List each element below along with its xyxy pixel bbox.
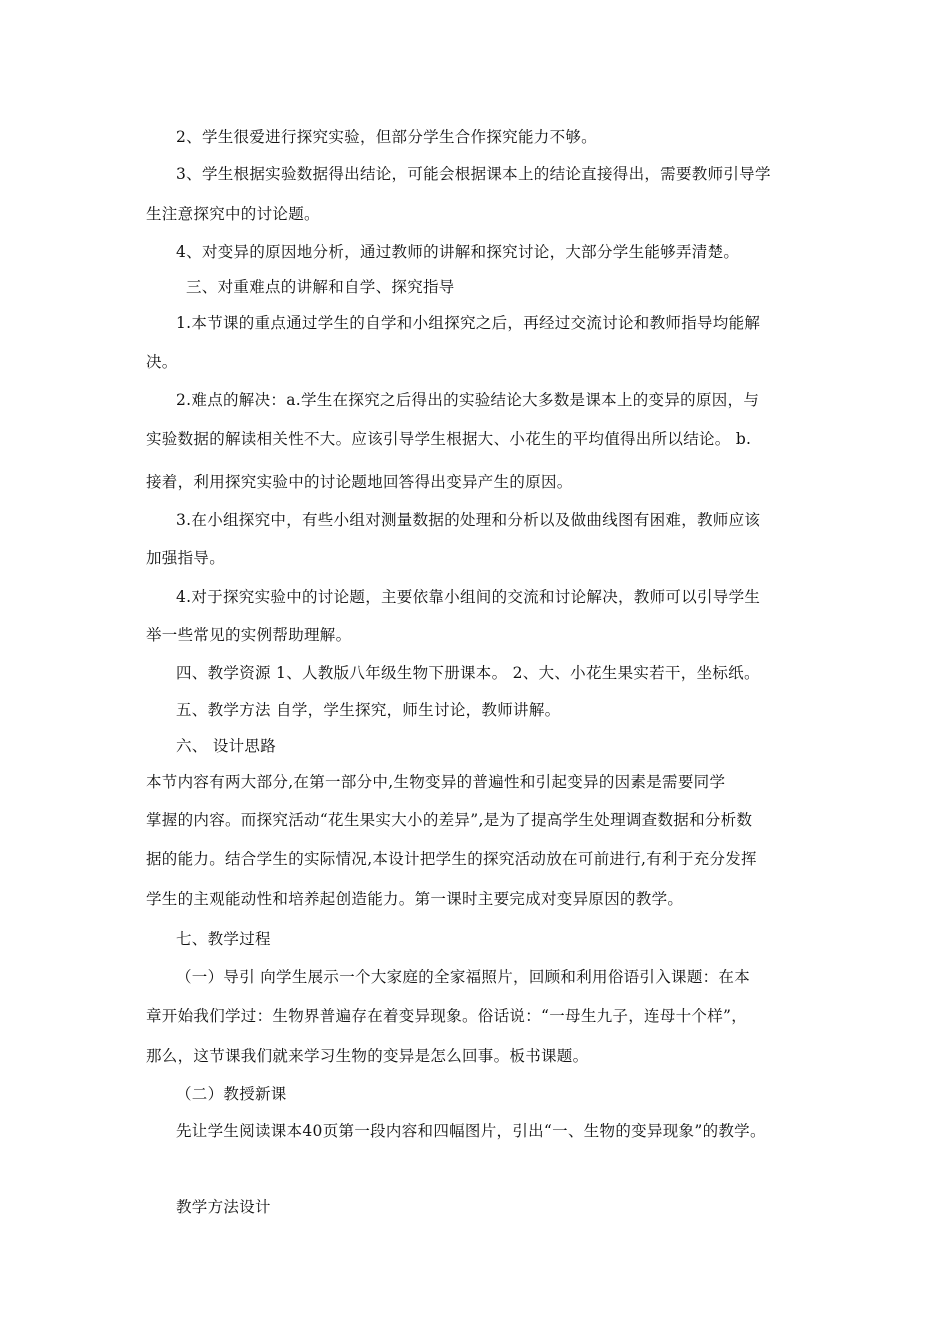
text-line: 本节内容有两大部分,在第一部分中,生物变异的普遍性和引起变异的因素是需要同学	[146, 773, 726, 791]
text-line: 据的能力。结合学生的实际情况,本设计把学生的探究活动放在可前进行,有利于充分发挥	[146, 850, 757, 868]
text-line: （一）导引 向学生展示一个大家庭的全家福照片，回顾和利用俗语引入课题：在本	[176, 968, 751, 986]
text-line: 先让学生阅读课本40页第一段内容和四幅图片，引出“一、生物的变异现象”的教学。	[176, 1122, 766, 1140]
text-line: 1.本节课的重点通过学生的自学和小组探究之后，再经过交流讨论和教师指导均能解	[176, 314, 761, 332]
text-line: 举一些常见的实例帮助理解。	[146, 626, 352, 644]
text-line: 4.对于探究实验中的讨论题，主要依靠小组间的交流和讨论解决，教师可以引导学生	[176, 588, 761, 606]
section-heading: 五、教学方法 自学，学生探究，师生讨论，教师讲解。	[176, 701, 561, 719]
section-heading: （二）教授新课	[176, 1085, 287, 1103]
text-line: 加强指导。	[146, 549, 226, 567]
text-line: 章开始我们学过：生物界普遍存在着变异现象。俗话说：“一母生九子，连母十个样”，	[146, 1007, 748, 1025]
text-line: 4、对变异的原因地分析，通过教师的讲解和探究讨论，大部分学生能够弄清楚。	[176, 243, 740, 261]
text-line: 2、学生很爱进行探究实验，但部分学生合作探究能力不够。	[176, 128, 597, 146]
text-line: 3、学生根据实验数据得出结论，可能会根据课本上的结论直接得出，需要教师引导学	[176, 165, 771, 183]
text-line: 实验数据的解读相关性不大。应该引导学生根据大、小花生的平均值得出所以结论。 b.	[146, 430, 752, 448]
text-line: 3.在小组探究中，有些小组对测量数据的处理和分析以及做曲线图有困难，教师应该	[176, 511, 761, 529]
section-heading: 四、教学资源 1、人教版八年级生物下册课本。 2、大、小花生果实若干，坐标纸。	[176, 664, 760, 682]
text-line: 接着，利用探究实验中的讨论题地回答得出变异产生的原因。	[146, 473, 573, 491]
text-line: 生注意探究中的讨论题。	[146, 205, 320, 223]
text-line: 学生的主观能动性和培养起创造能力。第一课时主要完成对变异原因的教学。	[146, 890, 684, 908]
text-line: 2.难点的解决：a.学生在探究之后得出的实验结论大多数是课本上的变异的原因，与	[176, 391, 760, 409]
text-line: 那么，这节课我们就来学习生物的变异是怎么回事。板书课题。	[146, 1047, 589, 1065]
text-line: 掌握的内容。而探究活动“花生果实大小的差异”,是为了提高学生处理调查数据和分析数	[146, 811, 753, 829]
section-heading: 三、对重难点的讲解和自学、探究指导	[186, 278, 455, 296]
section-heading: 六、 设计思路	[176, 737, 277, 755]
section-heading: 教学方法设计	[176, 1198, 271, 1216]
text-line: 决。	[146, 353, 178, 371]
section-heading: 七、教学过程	[176, 930, 271, 948]
